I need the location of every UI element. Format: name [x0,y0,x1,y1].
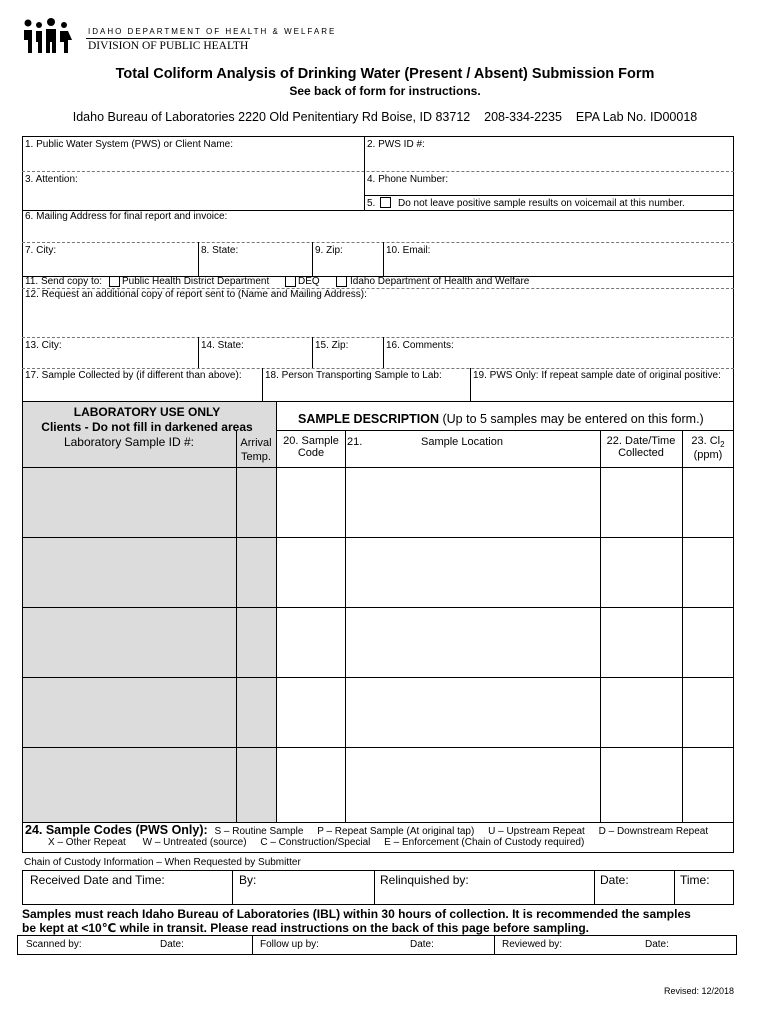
transit-notice: Samples must reach Idaho Bureau of Laboratories (IBL) within 30 hours of collection. It is recommended the samples be kept at <10℃ while in transit. Please read instructions on the back of this page before sampling. [22,907,691,935]
lab-use-title: LABORATORY USE ONLY [73,405,221,419]
field-16-label: 16. Comments: [386,340,454,351]
custody-title: Chain of Custody Information – When Requested by Submitter [24,857,301,868]
col-23-label: 23. $Cl_2$ (ppm) [691,435,725,462]
lab-tracking-row [17,935,737,955]
idhw-label: Idaho Department of Health and Welfare [350,276,530,287]
relinquished-label: Relinquished by: [380,873,469,887]
arrival-label: Arrival [240,437,272,449]
field-2-label: 2. PWS ID #: [367,139,425,150]
field-15-label: 15. Zip: [315,340,349,351]
follow-up-date-label: Date: [410,939,434,950]
sample-location-label: Sample Location [421,436,503,448]
sample-description-title: SAMPLE DESCRIPTION (Up to 5 samples may be entered on this form.) [298,412,704,426]
custody-time-label: Time: [680,873,710,887]
no-voicemail-checkbox[interactable] [380,197,391,208]
col-20-label: 20. Sample Code [283,435,339,459]
page-subtitle: See back of form for instructions. [289,84,481,98]
phd-checkbox[interactable] [109,276,120,287]
sample-row[interactable] [277,608,734,677]
by-label: By: [239,873,257,887]
field-12-label: 12. Request an additional copy of report sent to (Name and Mailing Address): [25,289,367,300]
lab-info: Idaho Bureau of Laboratories 2220 Old Penitentiary Rd Boise, ID 83712 208-334-2235 EPA Lab No. ID00018 [72,110,698,124]
agency-line: IDAHO DEPARTMENT OF HEALTH & WELFARE [88,27,337,36]
field-3-label: 3. Attention: [25,174,78,185]
follow-up-label: Follow up by: [260,939,319,950]
lab-use-shaded-area [23,402,276,822]
family-figures-logo-icon [22,18,77,54]
scanned-by-label: Scanned by: [26,939,82,950]
field-14-label: 14. State: [201,340,244,351]
sample-row[interactable] [277,468,734,537]
reviewed-by-label: Reviewed by: [502,939,563,950]
field-4-label: 4. Phone Number: [367,174,449,185]
field-6-label: 6. Mailing Address for final report and invoice: [25,211,228,222]
temp-label: Temp. [241,451,271,463]
lab-use-subtitle: Clients - Do not fill in darkened areas [41,420,253,434]
revised-date: Revised: 12/2018 [664,986,735,996]
lab-sample-id-label: Laboratory Sample ID #: [63,435,195,449]
field-10-label: 10. Email: [386,245,431,256]
field-5-label: 5. [367,198,376,209]
reviewed-date-label: Date: [645,939,669,950]
field-13-label: 13. City: [25,340,62,351]
logo [22,18,77,54]
deq-label: DEQ [298,276,320,287]
phd-label: Public Health District Department [122,276,270,287]
field-5-text: Do not leave positive sample results on voicemail at this number. [398,198,685,209]
field-11-label: 11. Send copy to: [25,276,103,287]
page-title: Total Coliform Analysis of Drinking Water (Present / Absent) Submission Form [115,66,655,82]
field-19-label: 19. PWS Only: If repeat sample date of original positive: [473,370,721,381]
idhw-checkbox[interactable] [336,276,347,287]
deq-checkbox[interactable] [285,276,296,287]
field-9-label: 9. Zip: [315,245,343,256]
sample-row[interactable] [277,748,734,822]
scanned-date-label: Date: [160,939,184,950]
field-17-label: 17. Sample Collected by (if different than above): [25,370,242,381]
sample-row[interactable] [277,678,734,747]
col-21-label: 21. [347,436,363,448]
received-label: Received Date and Time: [30,873,165,887]
division-name: DIVISION OF PUBLIC HEALTH [88,40,249,52]
field-8-label: 8. State: [201,245,239,256]
field-1-label: 1. Public Water System (PWS) or Client Name: [25,139,234,150]
field-18-label: 18. Person Transporting Sample to Lab: [265,370,442,381]
sample-row[interactable] [277,538,734,607]
custody-date-label: Date: [600,873,629,887]
field-7-label: 7. City: [25,245,57,256]
col-22-label: 22. Date/Time Collected [606,435,676,459]
sample-codes: 24. Sample Codes (PWS Only): S – Routine Sample P – Repeat Sample (At original tap) U – Upstream Repeat D – Downstream Repeat X – Other Repeat W – Untreated (source) C – Construction/Special E – Enforcement (Chain of Custody required) [25,823,709,848]
